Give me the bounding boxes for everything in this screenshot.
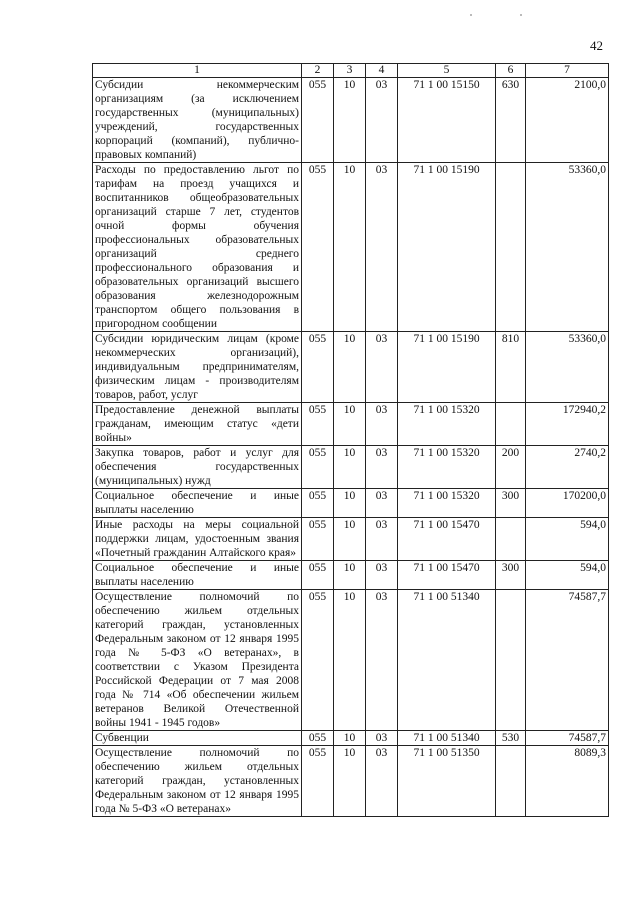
expense-type-cell: 300: [496, 489, 526, 518]
ministry-code-cell: 055: [302, 518, 334, 561]
table-body: [93, 78, 609, 817]
section-code-cell: 10: [334, 518, 366, 561]
row-name-cell: Субсидии некоммерческим организациям (за исключением государственных (муниципальных) учреждений, государственных корпораций (компаний), публично-правовых компаний): [93, 78, 302, 163]
budget-table: [92, 63, 609, 817]
row-name-cell: Осуществление полномочий по обеспечению жильем отдельных категорий граждан, установленных Федеральным законом от 12 января 1995 года № 5-ФЗ «О ветеранах»: [93, 746, 302, 817]
subsection-code-cell: 03: [366, 78, 398, 163]
ministry-code-cell: 055: [302, 163, 334, 332]
section-code-cell: 10: [334, 731, 366, 746]
row-name-cell: Осуществление полномочий по обеспечению жильем отдельных категорий граждан, установленных Федеральным законом от 12 января 1995 года № 5-ФЗ «О ветеранах», в соответствии с Указом Президента Российской Федерации от 7 мая 2008 года № 714 «Об обеспечении жильем ветеранов Великой Отечественной войны 1941 - 1945 годов»: [93, 590, 302, 731]
subsection-code-cell: 03: [366, 518, 398, 561]
header-cell: 3: [334, 64, 366, 78]
expense-type-cell: [496, 163, 526, 332]
amount-cell: 53360,0: [526, 332, 609, 403]
header-cell: 2: [302, 64, 334, 78]
target-article-cell: 71 1 00 15320: [398, 403, 496, 446]
expense-type-cell: [496, 590, 526, 731]
amount-cell: 53360,0: [526, 163, 609, 332]
target-article-cell: 71 1 00 15320: [398, 446, 496, 489]
expense-type-cell: 300: [496, 561, 526, 590]
header-row: [93, 64, 609, 78]
row-name-cell: Иные расходы на меры социальной поддержки лицам, удостоенным звания «Почетный гражданин Алтайского края»: [93, 518, 302, 561]
ministry-code-cell: 055: [302, 403, 334, 446]
section-code-cell: 10: [334, 561, 366, 590]
row-name-cell: Субвенции: [93, 731, 302, 746]
amount-cell: 2100,0: [526, 78, 609, 163]
amount-cell: 594,0: [526, 561, 609, 590]
header-cell: 4: [366, 64, 398, 78]
subsection-code-cell: 03: [366, 446, 398, 489]
row-name-cell: Социальное обеспечение и иные выплаты населению: [93, 561, 302, 590]
section-code-cell: 10: [334, 489, 366, 518]
expense-type-cell: 530: [496, 731, 526, 746]
amount-cell: 74587,7: [526, 590, 609, 731]
subsection-code-cell: 03: [366, 163, 398, 332]
header-cell: 6: [496, 64, 526, 78]
expense-type-cell: 810: [496, 332, 526, 403]
subsection-code-cell: 03: [366, 561, 398, 590]
amount-cell: 172940,2: [526, 403, 609, 446]
section-code-cell: 10: [334, 590, 366, 731]
ministry-code-cell: 055: [302, 78, 334, 163]
target-article-cell: 71 1 00 15470: [398, 561, 496, 590]
header-cell: 5: [398, 64, 496, 78]
row-name-cell: Предоставление денежной выплаты гражданам, имеющим статус «дети войны»: [93, 403, 302, 446]
table-row: [93, 403, 609, 446]
ministry-code-cell: 055: [302, 561, 334, 590]
subsection-code-cell: 03: [366, 489, 398, 518]
ministry-code-cell: 055: [302, 731, 334, 746]
subsection-code-cell: 03: [366, 731, 398, 746]
row-name-cell: Закупка товаров, работ и услуг для обеспечения государственных (муниципальных) нужд: [93, 446, 302, 489]
amount-cell: 8089,3: [526, 746, 609, 817]
expense-type-cell: [496, 518, 526, 561]
table-row: [93, 518, 609, 561]
section-code-cell: 10: [334, 403, 366, 446]
table-row: [93, 731, 609, 746]
expense-type-cell: [496, 746, 526, 817]
amount-cell: 74587,7: [526, 731, 609, 746]
header-cell: 7: [526, 64, 609, 78]
ministry-code-cell: 055: [302, 489, 334, 518]
expense-type-cell: [496, 403, 526, 446]
table-row: [93, 163, 609, 332]
scan-speck: [470, 14, 472, 16]
row-name-cell: Социальное обеспечение и иные выплаты населению: [93, 489, 302, 518]
table-row: [93, 332, 609, 403]
subsection-code-cell: 03: [366, 403, 398, 446]
section-code-cell: 10: [334, 446, 366, 489]
row-name-cell: Расходы по предоставлению льгот по тарифам на проезд учащихся и воспитанников общеобразовательных организаций старше 7 лет, студентов очной формы обучения профессиональных образовательных организаций среднего профессионального образования и образовательных организаций высшего образования железнодорожным транспортом общего пользования в пригородном сообщении: [93, 163, 302, 332]
section-code-cell: 10: [334, 332, 366, 403]
target-article-cell: 71 1 00 15190: [398, 163, 496, 332]
ministry-code-cell: 055: [302, 590, 334, 731]
subsection-code-cell: 03: [366, 332, 398, 403]
target-article-cell: 71 1 00 15190: [398, 332, 496, 403]
ministry-code-cell: 055: [302, 332, 334, 403]
target-article-cell: 71 1 00 15150: [398, 78, 496, 163]
table-row: [93, 561, 609, 590]
ministry-code-cell: 055: [302, 446, 334, 489]
amount-cell: 594,0: [526, 518, 609, 561]
row-name-cell: Субсидии юридическим лицам (кроме некоммерческих организаций), индивидуальным предпринимателям, физическим лицам - производителям товаров, работ, услуг: [93, 332, 302, 403]
table-row: [93, 446, 609, 489]
target-article-cell: 71 1 00 51340: [398, 590, 496, 731]
expense-type-cell: 200: [496, 446, 526, 489]
section-code-cell: 10: [334, 163, 366, 332]
table-row: [93, 78, 609, 163]
amount-cell: 170200,0: [526, 489, 609, 518]
header-cell: 1: [93, 64, 302, 78]
target-article-cell: 71 1 00 51350: [398, 746, 496, 817]
subsection-code-cell: 03: [366, 746, 398, 817]
subsection-code-cell: 03: [366, 590, 398, 731]
amount-cell: 2740,2: [526, 446, 609, 489]
expense-type-cell: 630: [496, 78, 526, 163]
scan-speck: [520, 14, 522, 16]
target-article-cell: 71 1 00 15320: [398, 489, 496, 518]
target-article-cell: 71 1 00 15470: [398, 518, 496, 561]
section-code-cell: 10: [334, 746, 366, 817]
page-number: 42: [590, 38, 603, 53]
ministry-code-cell: 055: [302, 746, 334, 817]
table-row: [93, 746, 609, 817]
table-row: [93, 489, 609, 518]
section-code-cell: 10: [334, 78, 366, 163]
table-row: [93, 590, 609, 731]
target-article-cell: 71 1 00 51340: [398, 731, 496, 746]
